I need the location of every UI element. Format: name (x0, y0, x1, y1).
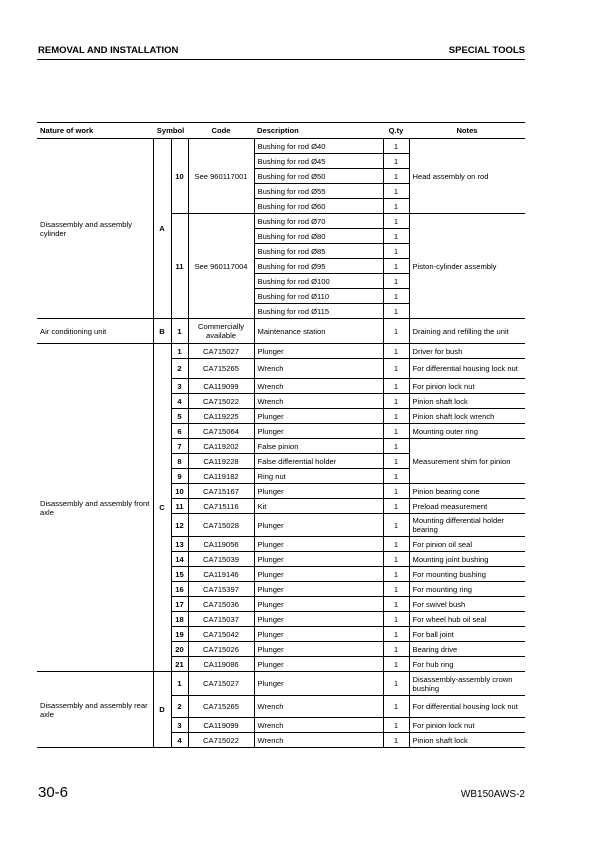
qty-cell: 1 (383, 537, 409, 552)
desc-cell: Plunger (254, 552, 383, 567)
qty-cell: 1 (383, 657, 409, 672)
notes-cell: Mounting differential holder bearing (409, 514, 525, 537)
notes-cell: Piston-cylinder assembly (409, 214, 525, 319)
desc-cell: Plunger (254, 672, 383, 696)
desc-cell: Bushing for rod Ø50 (254, 169, 383, 184)
table-row (37, 139, 525, 154)
desc-cell: Plunger (254, 597, 383, 612)
desc-cell: Ring nut (254, 469, 383, 484)
qty-cell: 1 (383, 259, 409, 274)
qty-cell: 1 (383, 139, 409, 154)
work-cell: Disassembly and assembly rear axle (37, 672, 153, 748)
notes-cell: Driver for bush (409, 344, 525, 359)
qty-cell: 1 (383, 214, 409, 229)
qty-cell: 1 (383, 424, 409, 439)
qty-cell: 1 (383, 514, 409, 537)
num-cell: 15 (171, 567, 188, 582)
notes-cell: Draining and refilling the unit (409, 319, 525, 344)
code-cell: CA715028 (188, 514, 254, 537)
symbol-cell: D (153, 672, 171, 748)
notes-cell: Mounting joint bushing (409, 552, 525, 567)
qty-cell: 1 (383, 612, 409, 627)
num-cell: 10 (171, 484, 188, 499)
num-cell: 7 (171, 439, 188, 454)
desc-cell: Plunger (254, 537, 383, 552)
desc-cell: Plunger (254, 612, 383, 627)
table-row (37, 672, 525, 696)
code-cell: CA119146 (188, 567, 254, 582)
qty-cell: 1 (383, 696, 409, 718)
notes-cell: Pinion shaft lock (409, 733, 525, 748)
col-symbol: Symbol (153, 123, 188, 139)
desc-cell: Wrench (254, 379, 383, 394)
num-cell: 3 (171, 718, 188, 733)
notes-cell: Pinion shaft lock (409, 394, 525, 409)
num-cell: 19 (171, 627, 188, 642)
num-cell: 13 (171, 537, 188, 552)
desc-cell: Wrench (254, 733, 383, 748)
qty-cell: 1 (383, 319, 409, 344)
num-cell: 18 (171, 612, 188, 627)
num-cell: 1 (171, 344, 188, 359)
desc-cell: Bushing for rod Ø100 (254, 274, 383, 289)
desc-cell: Maintenance station (254, 319, 383, 344)
col-description: Description (254, 123, 383, 139)
notes-cell: For hub ring (409, 657, 525, 672)
num-cell: 2 (171, 696, 188, 718)
num-cell: 1 (171, 319, 188, 344)
qty-cell: 1 (383, 627, 409, 642)
notes-cell: For mounting ring (409, 582, 525, 597)
notes-cell: Mounting outer ring (409, 424, 525, 439)
notes-cell: Measurement shim for pinion (409, 439, 525, 484)
desc-cell: Plunger (254, 627, 383, 642)
code-cell: CA715036 (188, 597, 254, 612)
desc-cell: Wrench (254, 394, 383, 409)
desc-cell: Plunger (254, 484, 383, 499)
qty-cell: 1 (383, 169, 409, 184)
table-row (37, 344, 525, 359)
code-cell: Commercially available (188, 319, 254, 344)
desc-cell: Plunger (254, 424, 383, 439)
col-notes: Notes (409, 123, 525, 139)
desc-cell: Wrench (254, 359, 383, 379)
desc-cell: Bushing for rod Ø55 (254, 184, 383, 199)
desc-cell: Bushing for rod Ø110 (254, 289, 383, 304)
qty-cell: 1 (383, 154, 409, 169)
code-cell: CA119202 (188, 439, 254, 454)
num-cell: 12 (171, 514, 188, 537)
notes-cell: For pinion oil seal (409, 537, 525, 552)
notes-cell: For wheel hub oil seal (409, 612, 525, 627)
notes-cell: Preload measurement (409, 499, 525, 514)
desc-cell: Bushing for rod Ø40 (254, 139, 383, 154)
special-tools-table (37, 122, 525, 748)
num-cell: 14 (171, 552, 188, 567)
notes-cell: For swivel bush (409, 597, 525, 612)
col-qty: Q.ty (383, 123, 409, 139)
qty-cell: 1 (383, 379, 409, 394)
qty-cell: 1 (383, 439, 409, 454)
code-cell: CA715265 (188, 696, 254, 718)
work-cell: Disassembly and assembly cylinder (37, 139, 153, 319)
num-cell: 4 (171, 733, 188, 748)
desc-cell: Bushing for rod Ø45 (254, 154, 383, 169)
qty-cell: 1 (383, 552, 409, 567)
chapter-title: SPECIAL TOOLS (448, 45, 525, 56)
code-cell: CA119099 (188, 718, 254, 733)
num-cell: 16 (171, 582, 188, 597)
code-cell: CA119086 (188, 657, 254, 672)
qty-cell: 1 (383, 199, 409, 214)
notes-cell: Bearing drive (409, 642, 525, 657)
qty-cell: 1 (383, 499, 409, 514)
qty-cell: 1 (383, 304, 409, 319)
notes-cell: For ball joint (409, 627, 525, 642)
qty-cell: 1 (383, 567, 409, 582)
desc-cell: Plunger (254, 567, 383, 582)
desc-cell: False differential holder (254, 454, 383, 469)
model-name: WB150AWS-2 (460, 789, 525, 800)
table-header-row (37, 123, 525, 139)
num-cell: 21 (171, 657, 188, 672)
qty-cell: 1 (383, 409, 409, 424)
num-cell: 5 (171, 409, 188, 424)
code-cell: CA715039 (188, 552, 254, 567)
code-cell: CA119228 (188, 454, 254, 469)
num-cell: 17 (171, 597, 188, 612)
desc-cell: Bushing for rod Ø80 (254, 229, 383, 244)
notes-cell: Pinion shaft lock wrench (409, 409, 525, 424)
qty-cell: 1 (383, 672, 409, 696)
num-cell: 8 (171, 454, 188, 469)
header-rule (37, 59, 525, 60)
desc-cell: Plunger (254, 514, 383, 537)
qty-cell: 1 (383, 274, 409, 289)
code-cell: CA119225 (188, 409, 254, 424)
qty-cell: 1 (383, 484, 409, 499)
code-cell: CA715027 (188, 672, 254, 696)
col-code: Code (188, 123, 254, 139)
code-cell: CA715022 (188, 733, 254, 748)
desc-cell: Bushing for rod Ø85 (254, 244, 383, 259)
code-cell: See 960117004 (188, 214, 254, 319)
symbol-cell: A (153, 139, 171, 319)
code-cell: CA715397 (188, 582, 254, 597)
work-cell: Air conditioning unit (37, 319, 153, 344)
code-cell: CA715064 (188, 424, 254, 439)
qty-cell: 1 (383, 733, 409, 748)
num-cell: 11 (171, 499, 188, 514)
code-cell: CA119182 (188, 469, 254, 484)
code-cell: CA715037 (188, 612, 254, 627)
desc-cell: False pinion (254, 439, 383, 454)
qty-cell: 1 (383, 454, 409, 469)
qty-cell: 1 (383, 394, 409, 409)
desc-cell: Bushing for rod Ø95 (254, 259, 383, 274)
qty-cell: 1 (383, 289, 409, 304)
code-cell: CA119099 (188, 379, 254, 394)
code-cell: CA715026 (188, 642, 254, 657)
col-nature-of-work: Nature of work (37, 123, 153, 139)
section-title: REMOVAL AND INSTALLATION (38, 45, 179, 56)
code-cell: CA715265 (188, 359, 254, 379)
symbol-cell: C (153, 344, 171, 672)
qty-cell: 1 (383, 597, 409, 612)
symbol-cell: B (153, 319, 171, 344)
code-cell: CA715167 (188, 484, 254, 499)
code-cell: CA715027 (188, 344, 254, 359)
desc-cell: Bushing for rod Ø115 (254, 304, 383, 319)
num-cell: 10 (171, 139, 188, 214)
num-cell: 4 (171, 394, 188, 409)
code-cell: CA119056 (188, 537, 254, 552)
desc-cell: Kit (254, 499, 383, 514)
qty-cell: 1 (383, 642, 409, 657)
code-cell: See 960117001 (188, 139, 254, 214)
notes-cell: Head assembly on rod (409, 139, 525, 214)
qty-cell: 1 (383, 718, 409, 733)
desc-cell: Bushing for rod Ø60 (254, 199, 383, 214)
num-cell: 6 (171, 424, 188, 439)
notes-cell: For pinion lock nut (409, 379, 525, 394)
notes-cell: For differential housing lock nut (409, 359, 525, 379)
notes-cell: For mounting bushing (409, 567, 525, 582)
notes-cell: For pinion lock nut (409, 718, 525, 733)
num-cell: 9 (171, 469, 188, 484)
desc-cell: Plunger (254, 344, 383, 359)
num-cell: 1 (171, 672, 188, 696)
num-cell: 3 (171, 379, 188, 394)
num-cell: 11 (171, 214, 188, 319)
code-cell: CA715022 (188, 394, 254, 409)
num-cell: 20 (171, 642, 188, 657)
qty-cell: 1 (383, 244, 409, 259)
desc-cell: Wrench (254, 696, 383, 718)
num-cell: 2 (171, 359, 188, 379)
notes-cell: Pinion bearing cone (409, 484, 525, 499)
desc-cell: Bushing for rod Ø70 (254, 214, 383, 229)
desc-cell: Wrench (254, 718, 383, 733)
desc-cell: Plunger (254, 657, 383, 672)
notes-cell: Disassembly-assembly crown bushing (409, 672, 525, 696)
qty-cell: 1 (383, 582, 409, 597)
qty-cell: 1 (383, 469, 409, 484)
code-cell: CA715116 (188, 499, 254, 514)
page-number: 30-6 (38, 784, 69, 801)
code-cell: CA715042 (188, 627, 254, 642)
desc-cell: Plunger (254, 582, 383, 597)
table-row (37, 319, 525, 344)
qty-cell: 1 (383, 229, 409, 244)
qty-cell: 1 (383, 359, 409, 379)
desc-cell: Plunger (254, 409, 383, 424)
notes-cell: For differential housing lock nut (409, 696, 525, 718)
desc-cell: Plunger (254, 642, 383, 657)
qty-cell: 1 (383, 344, 409, 359)
work-cell: Disassembly and assembly front axle (37, 344, 153, 672)
qty-cell: 1 (383, 184, 409, 199)
